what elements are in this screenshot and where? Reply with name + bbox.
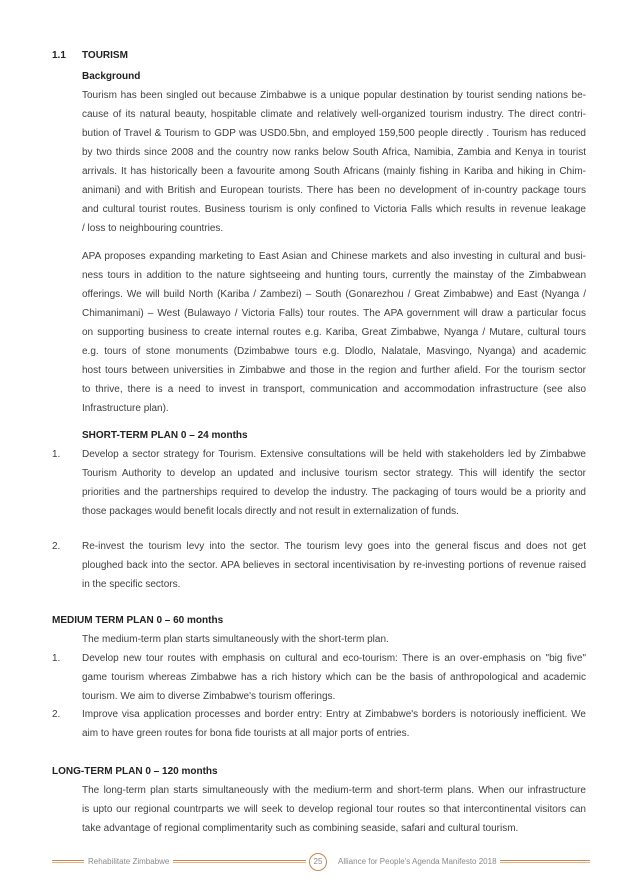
paragraph-line: animani) and with British and European tourists. There has been no development of in-country package tours <box>82 185 586 196</box>
paragraph-line: Infrastructure plan). <box>82 403 169 414</box>
list-item <box>82 705 586 743</box>
footer-left-text: Rehabilitate Zimbabwe <box>88 857 170 866</box>
footer-rule <box>500 860 590 863</box>
paragraph-line: and cultural tourist routes. Business tourism is only confined to Victoria Falls which results in revenue leakage <box>82 204 586 215</box>
paragraph-line: / loss to neighbouring countries. <box>82 223 224 234</box>
paragraph-line: APA proposes expanding marketing to East Asian and Chinese markets and also investing in cultural and busi- <box>82 251 586 262</box>
long-term-paragraph <box>82 781 586 838</box>
paragraph-line: Chimanimani) – West (Bulawayo / Victoria Falls) tour routes. The APA government will draw a particular focus <box>82 308 586 319</box>
medium-term-heading: MEDIUM TERM PLAN 0 – 60 months <box>52 615 224 626</box>
paragraph-line: game tourism whereas Zimbabwe has a rich history which can be the basis of anthropological and academic <box>82 672 586 683</box>
footer-rule <box>173 860 306 863</box>
paragraph-line: Develop a sector strategy for Tourism. Extensive consultations will be held with stakeholders led by Zimbabwe <box>82 449 586 460</box>
paragraph-line: The medium-term plan starts simultaneously with the short-term plan. <box>82 634 389 645</box>
paragraph-line: host tours between universities in Zimbabwe and those in the region and further afield. For the tourism sector <box>82 365 586 376</box>
paragraph-line: Improve visa application processes and border entry: Entry at Zimbabwe's borders is notoriously inefficient. We <box>82 709 586 720</box>
paragraph-line: ploughed back into the sector. APA believes in sectoral incentivisation by re-investing portions of revenue raised <box>82 560 586 571</box>
paragraph-line: e.g. tours of stone monuments (Dzimbabwe tours e.g. Dlodlo, Nalatale, Masvingo, Nyanga) and academic <box>82 346 586 357</box>
long-term-heading: LONG-TERM PLAN 0 – 120 months <box>52 766 218 777</box>
paragraph-line: to thrive, there is a need to invest in transport, communication and accommodation infrastructure (see also <box>82 384 586 395</box>
list-number: 2. <box>52 709 61 720</box>
short-term-heading: SHORT-TERM PLAN 0 – 24 months <box>82 430 248 441</box>
paragraph-line: ness tours in addition to the nature sightseeing and hunting tours, currently the mainstay of the Zimbabwean <box>82 270 586 281</box>
list-item <box>82 649 586 706</box>
paragraph-line: Tourism Authority to develop an updated and inclusive tourism sector strategy. This will identify the sector <box>82 468 586 479</box>
page-number-badge: 25 <box>309 853 327 871</box>
apa-proposal-paragraph <box>82 247 586 418</box>
paragraph-line: priorities and the partnerships required to develop the industry. The packaging of tours would be a priority and <box>82 487 586 498</box>
paragraph-line: Develop new tour routes with emphasis on cultural and eco-tourism: There is an over-emphasis on "big five" <box>82 653 586 664</box>
background-paragraph <box>82 86 586 238</box>
list-number: 2. <box>52 541 61 552</box>
list-item <box>82 537 586 594</box>
paragraph-line: bution of Travel & Tourism to GDP was USD0.5bn, and employed 159,500 people directly . Tourism has reduced <box>82 128 586 139</box>
background-subheading: Background <box>82 71 141 82</box>
section-number: 1.1 <box>52 50 66 61</box>
paragraph-line: is upto our regional countrparts we will seek to develop regional tour routes so that intercontinental visitors can <box>82 804 586 815</box>
paragraph-line: in the specific sectors. <box>82 579 181 590</box>
paragraph-line: The long-term plan starts simultaneously with the medium-term and short-term plans. When our infrastructure <box>82 785 586 796</box>
medium-term-intro <box>82 630 586 649</box>
paragraph-line: offerings. We will build North (Kariba / Zambezi) – South (Gonarezhou / Great Zimbabwe) and East (Nyanga / <box>82 289 586 300</box>
list-item <box>82 445 586 521</box>
paragraph-line: take advantage of regional complimentarity such as combining seaside, safari and cultural tourism. <box>82 823 519 834</box>
footer-rule <box>52 860 84 863</box>
list-number: 1. <box>52 653 61 664</box>
paragraph-line: those packages would benefit locals directly and not result in externalization of funds. <box>82 506 459 517</box>
paragraph-line: Tourism has been singled out because Zimbabwe is a unique popular destination by tourist sending nations be- <box>82 90 586 101</box>
section-title: TOURISM <box>82 50 128 61</box>
paragraph-line: cause of its natural beauty, hospitable climate and relatively well-organized tourism industry. The direct contri- <box>82 109 586 120</box>
paragraph-line: Re-invest the tourism levy into the sector. The tourism levy goes into the general fiscus and does not get <box>82 541 586 552</box>
paragraph-line: arrivals. It has historically been a favourite among South Africans (mainly fishing in Kariba and hiking in Chim- <box>82 166 586 177</box>
paragraph-line: by two thirds since 2008 and the country now ranks below South Africa, Namibia, Zambia and Kenya in tourist <box>82 147 586 158</box>
paragraph-line: on supporting business to create internal routes e.g. Kariba, Great Zimbabwe, Nyanga / Mutare, cultural tours <box>82 327 586 338</box>
footer-right-text: Alliance for People's Agenda Manifesto 2018 <box>338 857 497 866</box>
paragraph-line: tourism. We aim to diverse Zimbabwe's tourism offerings. <box>82 691 336 702</box>
list-number: 1. <box>52 449 61 460</box>
paragraph-line: aim to have green routes for bona fide tourists at all major ports of entries. <box>82 728 410 739</box>
